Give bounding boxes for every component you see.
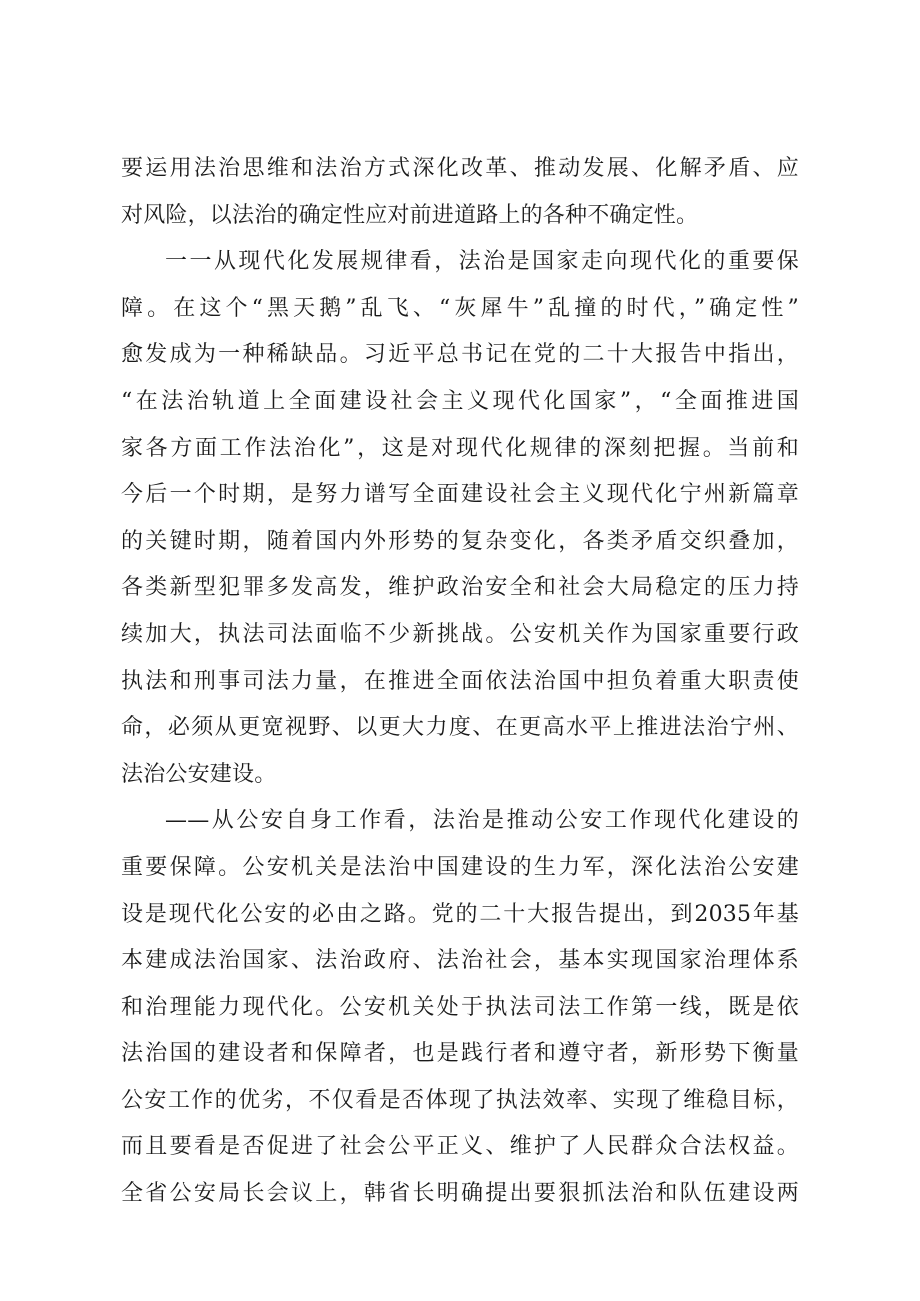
text-line: 的关键时期，随着国内外形势的复杂变化，各类矛盾交织叠加， [121,528,799,554]
text-line: 设是现代化公安的必由之路。党的二十大报告提出，到2035年基 [121,901,799,927]
text-line: 全省公安局长会议上，韩省长明确提出要狠抓法治和队伍建设两 [121,1181,799,1207]
text-line: 障。在这个“黑天鹅”乱飞、“灰犀牛”乱撞的时代，”确定性” [121,295,799,321]
text-line: 法治国的建设者和保障者，也是践行者和遵守者，新形势下衡量 [121,1041,799,1067]
document-body [121,146,799,1218]
text-line: 要运用法治思维和法治方式深化改革、推动发展、化解矛盾、应 [121,156,799,181]
text-line: 对风险，以法治的确定性应对前进道路上的各种不确定性。 [121,202,699,228]
text-line: 命，必须从更宽视野、以更大力度、在更高水平上推进法治宁州、 [121,715,799,741]
text-line: 续加大，执法司法面临不少新挑战。公安机关作为国家重要行政 [121,621,799,647]
paragraph-1 [121,146,799,239]
text-line: 各类新型犯罪多发高发，维护政治安全和社会大局稳定的压力持 [121,575,799,601]
text-line: ——从公安自身工作看，法治是推动公安工作现代化建设的 [165,808,799,834]
text-line: 一一从现代化发展规律看，法治是国家走向现代化的重要保 [165,249,799,275]
text-line: 法治公安建设。 [121,761,277,787]
text-line: 公安工作的优劣，不仅看是否体现了执法效率、实现了维稳目标， [121,1087,799,1113]
text-line: “在法治轨道上全面建设社会主义现代化国家”，“全面推进国 [121,388,799,414]
text-line: 本建成法治国家、法治政府、法治社会，基本实现国家治理体系 [121,948,799,974]
text-line: 今后一个时期，是努力谱写全面建设社会主义现代化宁州新篇章 [121,482,799,508]
paragraph-3 [121,798,799,1217]
text-line: 家各方面工作法治化”，这是对现代化规律的深刻把握。当前和 [121,435,799,461]
text-line: 重要保障。公安机关是法治中国建设的生力军，深化法治公安建 [121,854,799,880]
text-line: 而且要看是否促进了社会公平正义、维护了人民群众合法权益。 [121,1134,799,1160]
text-line: 执法和刑事司法力量，在推进全面依法治国中担负着重大职责使 [121,668,799,694]
text-line: 愈发成为一种稀缺品。习近平总书记在党的二十大报告中指出， [121,342,799,368]
text-line: 和治理能力现代化。公安机关处于执法司法工作第一线，既是依 [121,994,799,1020]
paragraph-2 [121,239,799,798]
